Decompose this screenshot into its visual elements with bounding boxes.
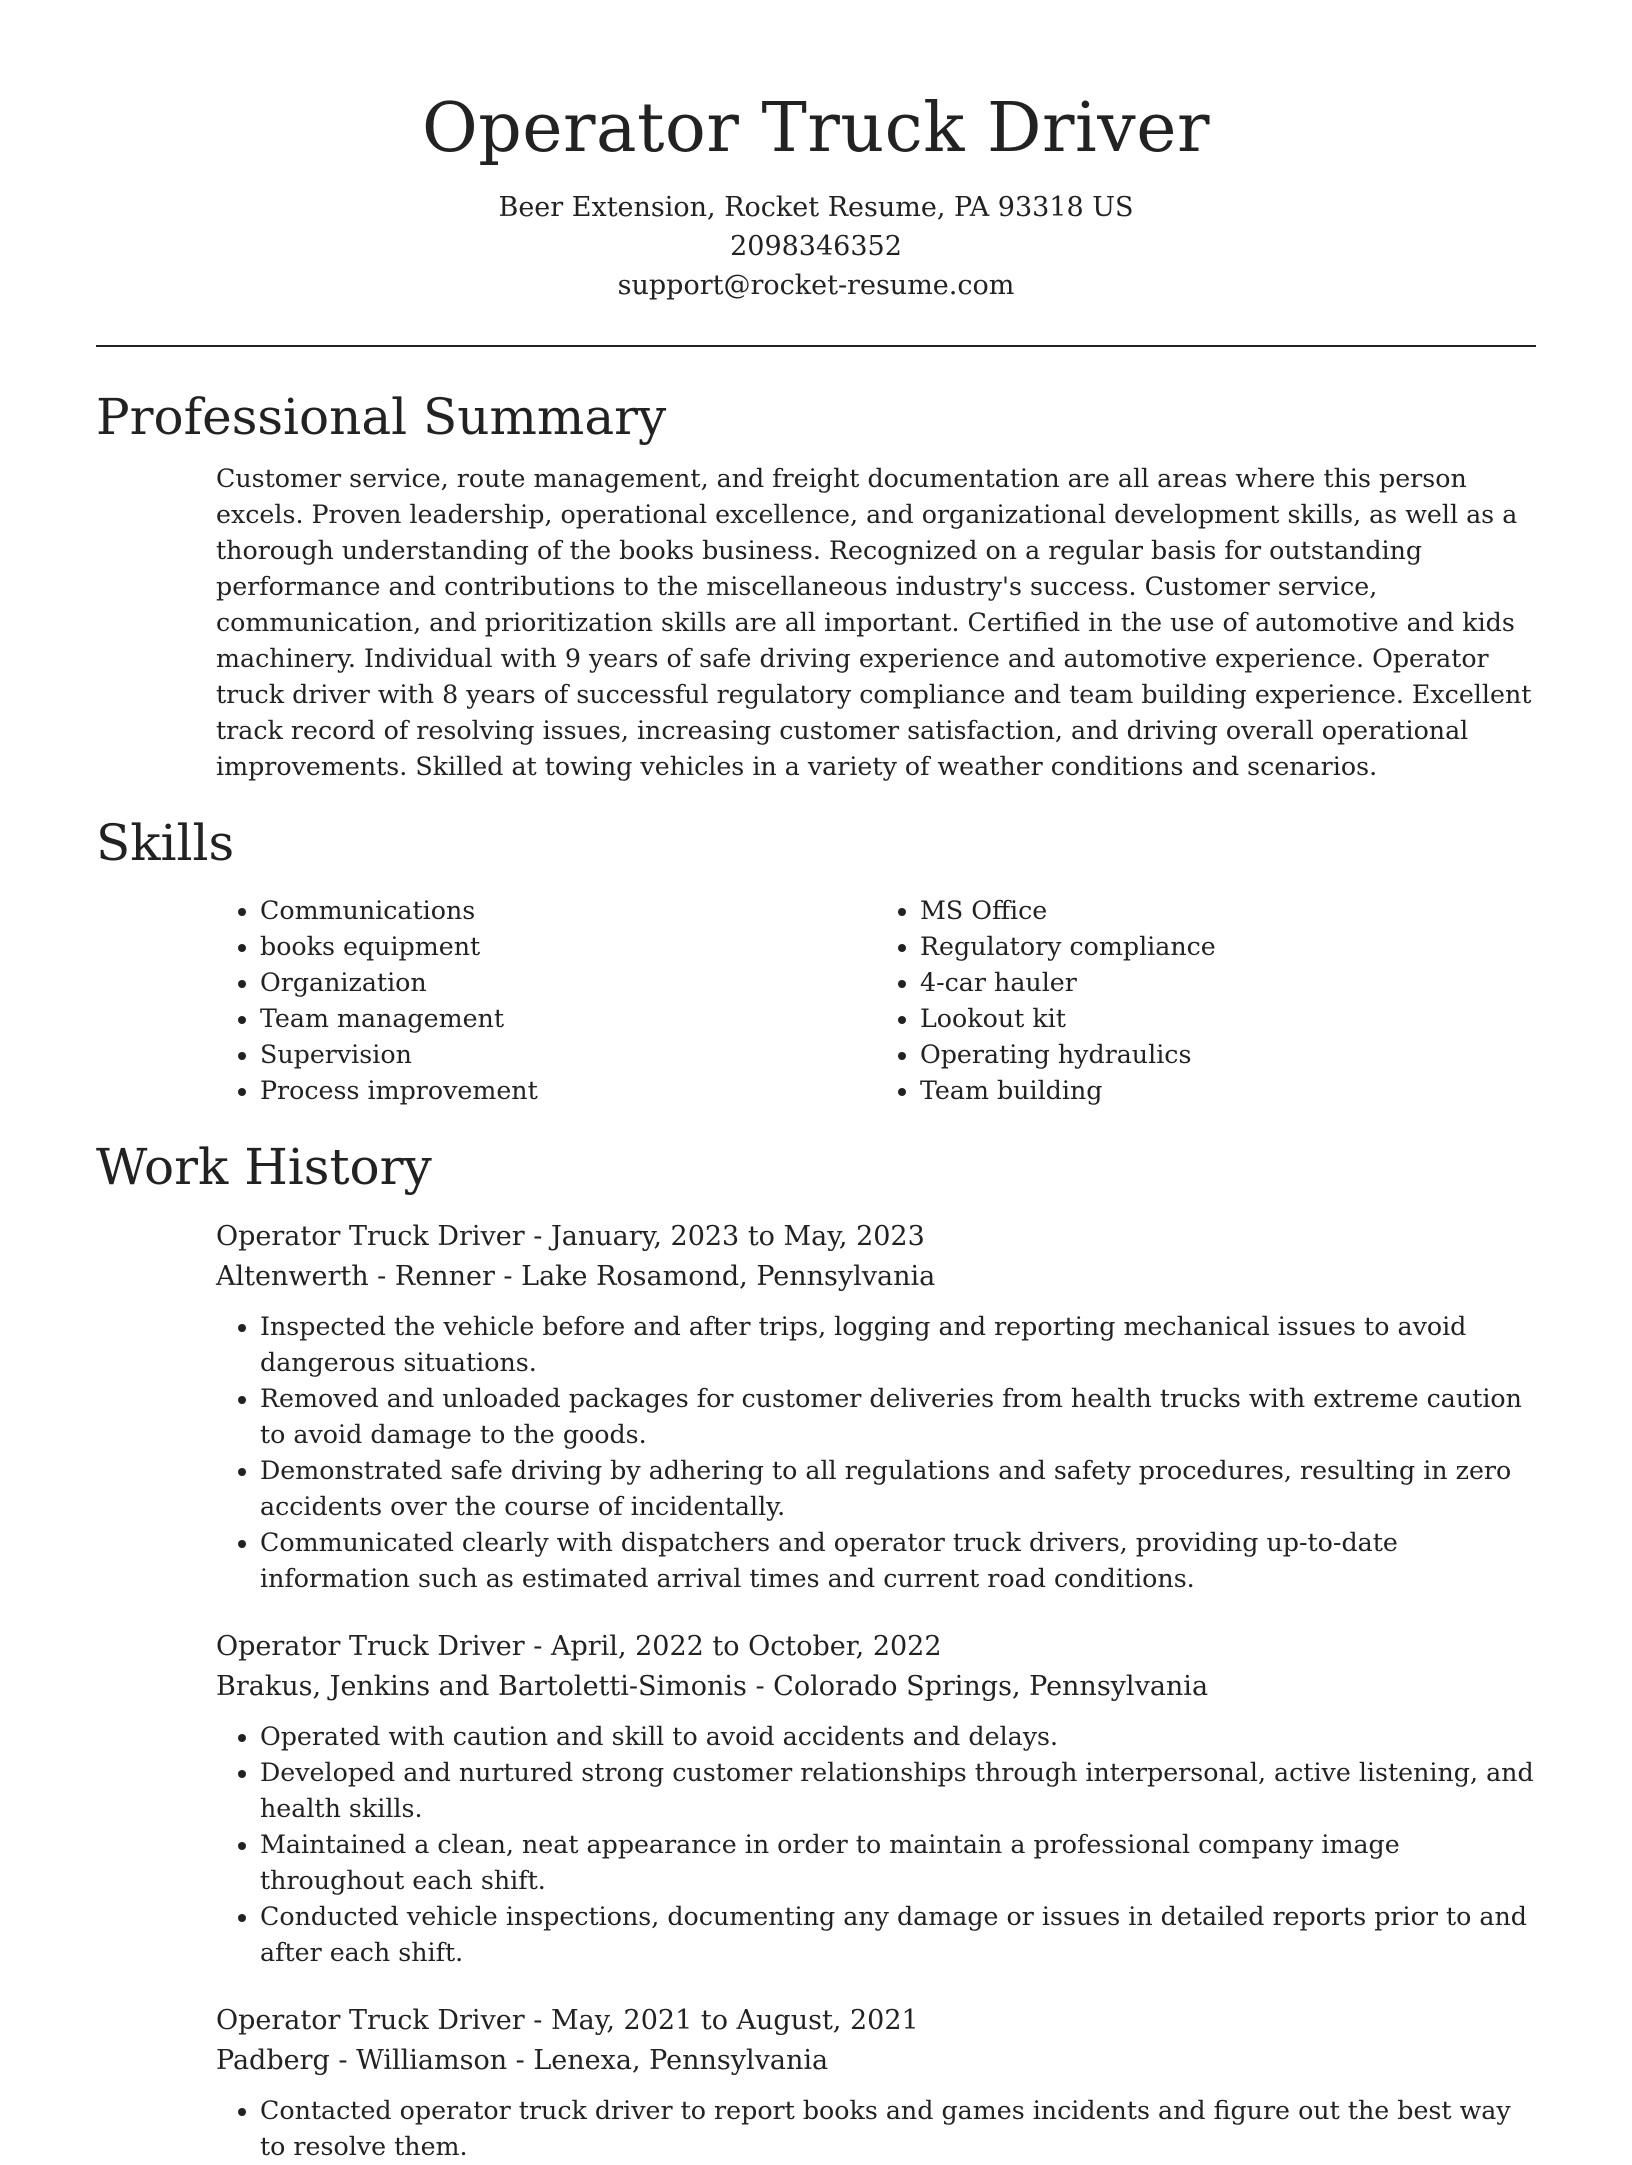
skill-item: • MS Office — [920, 893, 1536, 929]
skill-item: • Operating hydraulics — [920, 1037, 1536, 1073]
job-title-dates: Operator Truck Driver - January, 2023 to May, 2023 — [216, 1221, 925, 1252]
job-bullet: • Removed and unloaded packages for customer deliveries from health trucks with extreme caution to avoid damage to the goods. — [260, 1381, 1536, 1453]
job-bullet: • Demonstrated safe driving by adhering to all regulations and safety procedures, resulting in zero accidents over the course of incidentally. — [260, 1453, 1536, 1525]
job-bullet: • Contacted operator truck driver to report books and games incidents and figure out the best way to resolve them. — [260, 2093, 1536, 2165]
skill-item: • Communications — [260, 893, 876, 929]
skill-item: • Regulatory compliance — [920, 929, 1536, 965]
skill-item: • Process improvement — [260, 1073, 876, 1109]
summary-section — [216, 461, 1536, 785]
job-entry — [216, 2001, 1536, 2165]
job-bullet-list — [216, 1309, 1536, 1597]
job-bullet-list — [216, 1719, 1536, 1971]
job-entry — [216, 1217, 1536, 1597]
job-company-location: Altenwerth - Renner - Lake Rosamond, Pennsylvania — [216, 1261, 936, 1292]
contact-info — [96, 188, 1536, 305]
job-bullet: • Conducted vehicle inspections, documenting any damage or issues in detailed reports prior to and after each shift. — [260, 1899, 1536, 1971]
contact-phone: 2098346352 — [730, 231, 902, 262]
summary-text: Customer service, route management, and freight documentation are all areas where this person excels. Proven leadership, operational excellence, and organizational development skills, as well as a thorough understanding of the books business. Recognized on a regular basis for outstanding performance and contributions to the miscellaneous industry's success. Customer service, communication, and prioritization skills are all important. Certified in the use of automotive and kids machinery. Individual with 9 years of safe driving experience and automotive experience. Operator truck driver with 8 years of successful regulatory compliance and team building experience. Excellent track record of resolving issues, increasing customer satisfaction, and driving overall operational improvements. Skilled at towing vehicles in a variety of weather conditions and scenarios. — [216, 464, 1532, 781]
work-history-section-title: Work History — [96, 1138, 432, 1196]
job-bullet: • Maintained a clean, neat appearance in order to maintain a professional company image throughout each shift. — [260, 1827, 1536, 1899]
contact-address: Beer Extension, Rocket Resume, PA 93318 US — [498, 192, 1134, 223]
job-bullet: • Developed and nurtured strong customer relationships through interpersonal, active listening, and health skills. — [260, 1755, 1536, 1827]
skill-item: • Team management — [260, 1001, 876, 1037]
job-entry — [216, 1627, 1536, 1971]
job-bullet: • Communicated clearly with dispatchers and operator truck drivers, providing up-to-date information such as estimated arrival times and current road conditions. — [260, 1525, 1536, 1597]
job-title-dates: Operator Truck Driver - May, 2021 to August, 2021 — [216, 2005, 919, 2036]
skill-item: • books equipment — [260, 929, 876, 965]
skills-list-left — [216, 893, 876, 1109]
resume-page — [96, 0, 1536, 2165]
resume-header — [96, 0, 1536, 305]
skills-section — [216, 893, 1536, 1109]
header-divider — [96, 345, 1536, 347]
job-bullet-list — [216, 2093, 1536, 2165]
contact-email: support@rocket-resume.com — [617, 270, 1015, 301]
skill-item: • Lookout kit — [920, 1001, 1536, 1037]
skill-item: • Team building — [920, 1073, 1536, 1109]
candidate-name: Operator Truck Driver — [422, 89, 1210, 168]
skills-section-title: Skills — [96, 814, 235, 872]
skill-item: • Organization — [260, 965, 876, 1001]
job-bullet: • Inspected the vehicle before and after trips, logging and reporting mechanical issues to avoid dangerous situations. — [260, 1309, 1536, 1381]
job-bullet: • Operated with caution and skill to avoid accidents and delays. — [260, 1719, 1536, 1755]
skill-item: • Supervision — [260, 1037, 876, 1073]
job-company-location: Brakus, Jenkins and Bartoletti-Simonis - Colorado Springs, Pennsylvania — [216, 1671, 1209, 1702]
job-company-location: Padberg - Williamson - Lenexa, Pennsylvania — [216, 2045, 829, 2076]
skills-list-right — [876, 893, 1536, 1109]
summary-section-title: Professional Summary — [96, 388, 667, 446]
job-title-dates: Operator Truck Driver - April, 2022 to October, 2022 — [216, 1631, 942, 1662]
skill-item: • 4-car hauler — [920, 965, 1536, 1001]
